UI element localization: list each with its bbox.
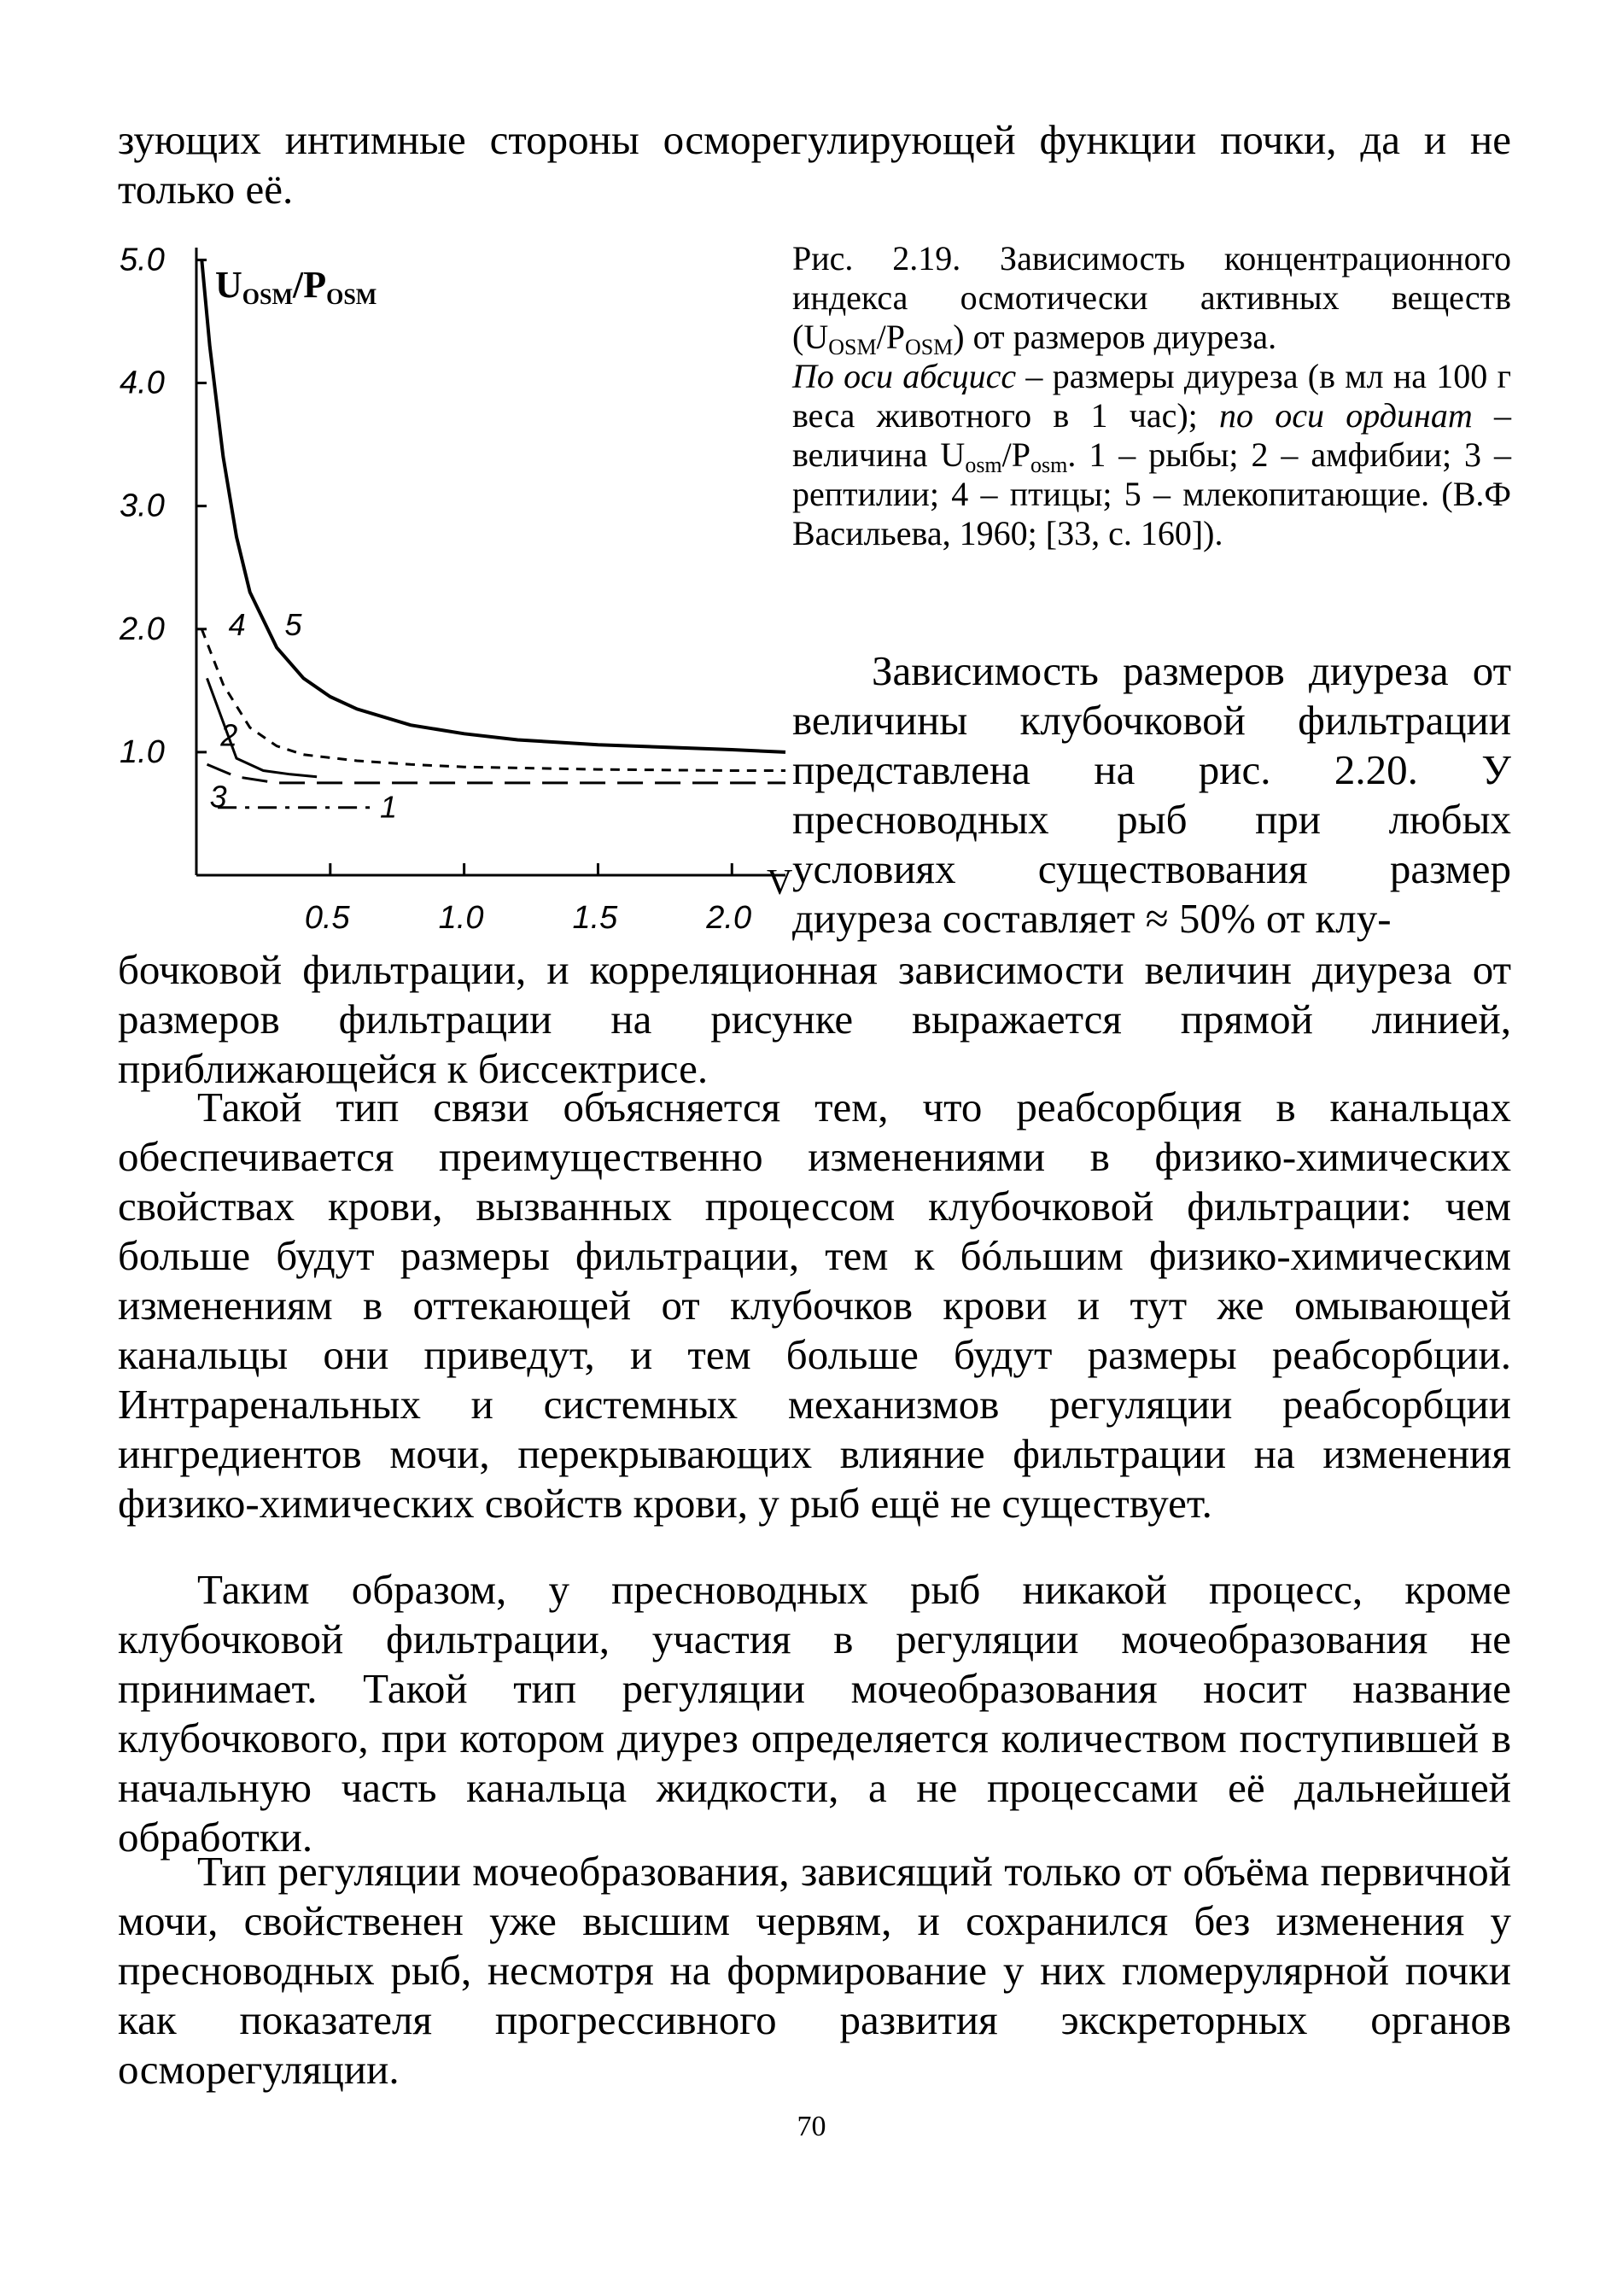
side-column-text [792, 646, 1511, 944]
caption-abscissa-text: – размеры диуреза (в мл на 100 г веса животного в 1 час); [792, 357, 1511, 435]
x-axis-label: V [767, 863, 793, 903]
diuresis-chart [120, 231, 793, 956]
figure-caption [792, 239, 1511, 553]
x-tick-label: 1.0 [438, 900, 484, 936]
caption-ordinate-sub-1: osm [965, 453, 1002, 477]
y-axis-label: UOSM/POSM [215, 264, 377, 309]
page-number: 70 [797, 2111, 826, 2142]
caption-title-end: ) от размеров диуреза. [953, 318, 1277, 356]
chart-axes [196, 248, 785, 875]
x-tick-label: 2.0 [706, 900, 752, 936]
series-3-label: 3 [209, 779, 227, 815]
side-paragraph: Зависимость размеров диуреза от величины клубочковой фильтрации представлена на рис. 2.20. У пресноводных рыб при любых условиях существования размер диуреза составляет ≈ 50% от клу- [792, 647, 1511, 942]
series-1-label: 1 [380, 789, 398, 825]
paragraph-2: Такой тип связи объясняется тем, что реабсорбция в канальцах обеспечивается преимущественно изменениями в физико-химических свойствах крови, вызванных процессом клубочковой фильтрации: чем больше будут размеры фильтрации, тем к бóльшим физико-химическим изменениям в оттекающей от клубочков крови и тут же омывающей канальцы они приведут, и тем больше будут размеры реабсорбции. Интраренальных и системных механизмов регуляции реабсорбции ингредиентов мочи, перекрывающих влияние фильтрации на изменения физико-химических свойств крови, у рыб ещё не существует. [118, 1084, 1511, 1527]
series-2-label: 2 [220, 717, 238, 753]
caption-ordinate-sub-2: osm [1030, 453, 1068, 477]
caption-sub: OSM [828, 335, 877, 359]
y-tick-label: 4.0 [120, 365, 165, 401]
caption-ordinate-p: /P [1001, 435, 1031, 474]
series-5-label: 5 [284, 606, 302, 642]
paragraph-1-continuation: бочковой фильтрации, и корреляционная зависимости величин диуреза от размеров фильтрации на рисунке выражается прямой линией, приближающейся к биссектрисе. [118, 946, 1511, 1092]
caption-sub-2: OSM [904, 335, 954, 359]
caption-ordinate-label: по оси ординат [1219, 396, 1473, 435]
chart-series [201, 260, 785, 807]
y-tick-label: 5.0 [120, 242, 165, 278]
paragraph-3: Таким образом, у пресноводных рыб никакой процесс, кроме клубочковой фильтрации, участия в регуляции мочеобразования не принимает. Такой тип регуляции мочеобразования носит название клубочкового, при котором диурез определяется количеством поступившей в начальную часть канальца жидкости, а не процессами её дальнейшей обработки. [118, 1566, 1511, 1861]
caption-title: Зависимость концентрационного индекса осмотически активных веществ (U [792, 239, 1512, 356]
series-4-label: 4 [228, 606, 246, 642]
chart-labels [119, 242, 792, 936]
x-tick-label: 0.5 [304, 900, 350, 936]
y-tick-label: 2.0 [120, 611, 165, 647]
caption-fig-ref: Рис. 2.19. [792, 239, 961, 278]
caption-abscissa-label: По оси абсцисс [792, 357, 1017, 395]
paragraph-4: Тип регуляции мочеобразования, зависящий только от объёма первичной мочи, свойственен уже высшим червям, и сохранился без изменения у пресноводных рыб, несмотря на формирование у них гломерулярной почки как показателя прогрессивного развития экскреторных органов осморегуляции. [118, 1848, 1511, 2093]
y-tick-label: 3.0 [120, 488, 165, 524]
caption-legend: 1 – рыбы; 2 – амфибии; 3 – рептилии; 4 – птицы; 5 – млекопитающие. (В.Ф Васильева, 1960; [33, с. 160]). [792, 435, 1511, 552]
caption-ordinate-dot: . [1067, 435, 1077, 474]
series-5-line [201, 260, 785, 752]
y-tick-label: 1.0 [120, 733, 165, 770]
x-tick-label: 1.5 [572, 900, 618, 936]
intro-paragraph: зующих интимные стороны осморегулирующей функции почки, да и не только её. [118, 116, 1511, 213]
caption-ordinate-text: – величина U [792, 396, 1512, 474]
caption-slash-p: /P [876, 318, 905, 356]
